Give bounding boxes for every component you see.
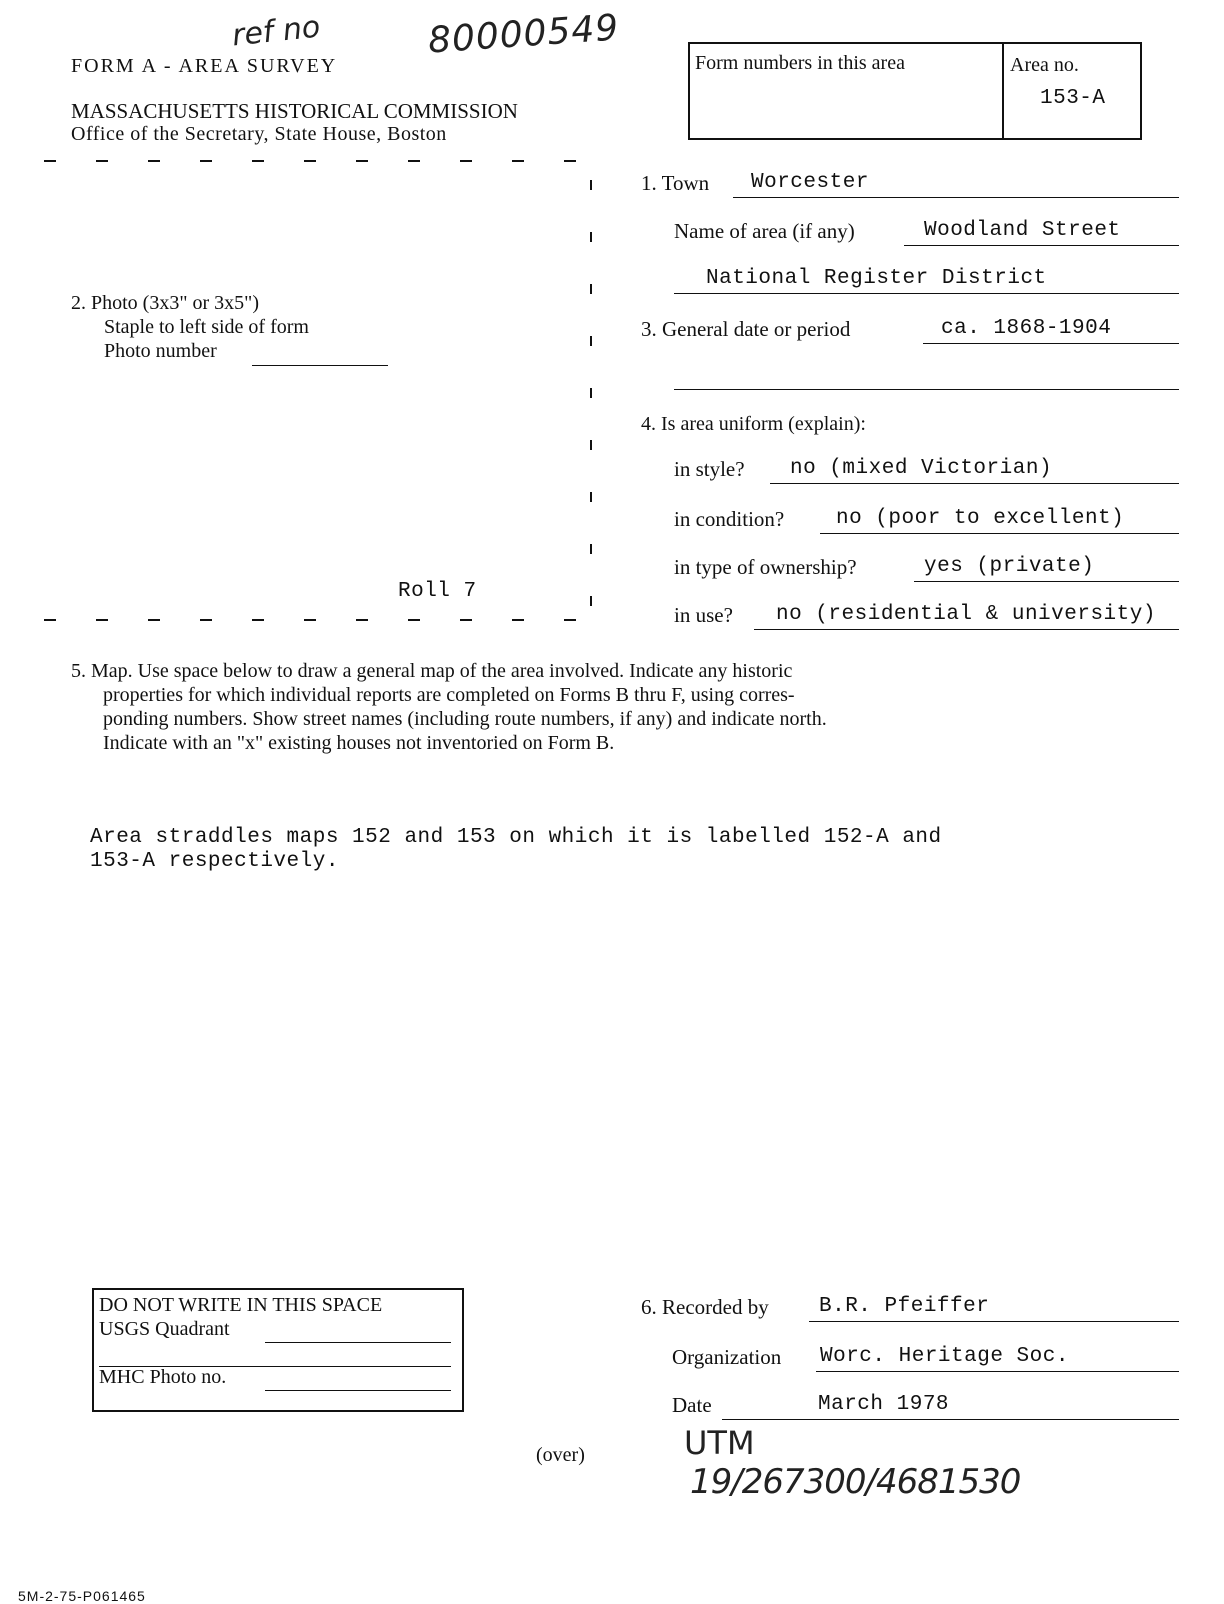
use-value: no (residential & university)	[776, 603, 1156, 626]
map-instructions-line-3: ponding numbers. Show street names (including route numbers, if any) and indicate north.	[103, 708, 827, 730]
print-code: 5M-2-75-P061465	[18, 1588, 146, 1604]
condition-label: in condition?	[674, 507, 785, 531]
handwritten-utm-value: 19/267300/4681530	[690, 1462, 1021, 1502]
use-field	[674, 604, 1189, 630]
map-instructions	[71, 659, 827, 755]
area-name-field	[674, 220, 1179, 246]
area-no-label: Area no.	[1010, 54, 1079, 76]
area-name-value-continued: National Register District	[706, 267, 1047, 290]
area-name-value: Woodland Street	[924, 219, 1121, 242]
date-period-field	[641, 318, 1179, 344]
usgs-quadrant-line	[265, 1342, 451, 1343]
office-use-title: DO NOT WRITE IN THIS SPACE	[99, 1294, 383, 1316]
photo-number-label: Photo number	[104, 340, 217, 362]
condition-value: no (poor to excellent)	[836, 507, 1125, 530]
roll-number: Roll 7	[398, 580, 477, 603]
record-date-label: Date	[672, 1393, 712, 1417]
map-instructions-line-4: Indicate with an "x" existing houses not inventoried on Form B.	[103, 732, 615, 754]
style-field	[674, 458, 1179, 484]
photo-item-label: 2. Photo (3x3" or 3x5")	[71, 292, 259, 314]
organization-value: Worc. Heritage Soc.	[820, 1345, 1069, 1368]
handwritten-ref-label: ref no	[230, 9, 322, 54]
form-numbers-label: Form numbers in this area	[695, 52, 905, 74]
style-label: in style?	[674, 457, 745, 481]
town-value: Worcester	[751, 171, 869, 194]
organization-label: Organization	[672, 1345, 782, 1369]
map-instructions-line-2: properties for which individual reports are completed on Forms B thru F, using corres-	[103, 684, 795, 706]
map-note-line-2: 153-A respectively.	[90, 850, 339, 873]
dashed-cut-line-bottom	[44, 619, 592, 621]
organization-field	[672, 1346, 1179, 1372]
date-period-value: ca. 1868-1904	[941, 317, 1112, 340]
area-name-field-line2	[674, 268, 1179, 294]
ownership-label: in type of ownership?	[674, 555, 857, 579]
town-label: 1. Town	[641, 171, 710, 195]
uniform-question: 4. Is area uniform (explain):	[641, 413, 866, 435]
mhc-photo-line	[265, 1390, 451, 1391]
area-no-value: 153-A	[1040, 87, 1106, 110]
record-date-value: March 1978	[818, 1393, 950, 1416]
mhc-photo-label: MHC Photo no.	[99, 1366, 227, 1388]
office-address: Office of the Secretary, State House, Boston	[71, 123, 447, 145]
handwritten-ref-number: 80000549	[426, 7, 621, 62]
record-date-field	[672, 1394, 1179, 1420]
condition-field	[674, 508, 1179, 534]
photo-number-line	[252, 365, 388, 366]
dashed-cut-line-vertical	[590, 180, 592, 610]
form-title: FORM A - AREA SURVEY	[71, 55, 338, 77]
use-label: in use?	[674, 603, 733, 627]
area-name-label: Name of area (if any)	[674, 219, 855, 243]
usgs-quadrant-label: USGS Quadrant	[99, 1318, 230, 1340]
photo-staple-note: Staple to left side of form	[104, 316, 309, 338]
map-note-line-1: Area straddles maps 152 and 153 on which it is labelled 152-A and	[90, 826, 942, 849]
ownership-field	[674, 556, 1179, 582]
recorded-by-value: B.R. Pfeiffer	[819, 1295, 990, 1318]
handwritten-utm-label: UTM	[684, 1424, 755, 1462]
ownership-value: yes (private)	[924, 555, 1095, 578]
town-field	[641, 172, 1179, 198]
map-instructions-line-1: 5. Map. Use space below to draw a general map of the area involved. Indicate any historic	[71, 660, 793, 682]
dashed-cut-line-top	[44, 160, 592, 162]
map-note	[90, 826, 942, 874]
style-value: no (mixed Victorian)	[790, 457, 1053, 480]
date-period-label: 3. General date or period	[641, 317, 851, 341]
commission-name: MASSACHUSETTS HISTORICAL COMMISSION	[71, 99, 518, 123]
date-period-extra-line	[674, 364, 1179, 390]
recorded-by-field	[641, 1296, 1179, 1322]
over-note: (over)	[536, 1444, 585, 1466]
recorded-by-label: 6. Recorded by	[641, 1295, 769, 1319]
